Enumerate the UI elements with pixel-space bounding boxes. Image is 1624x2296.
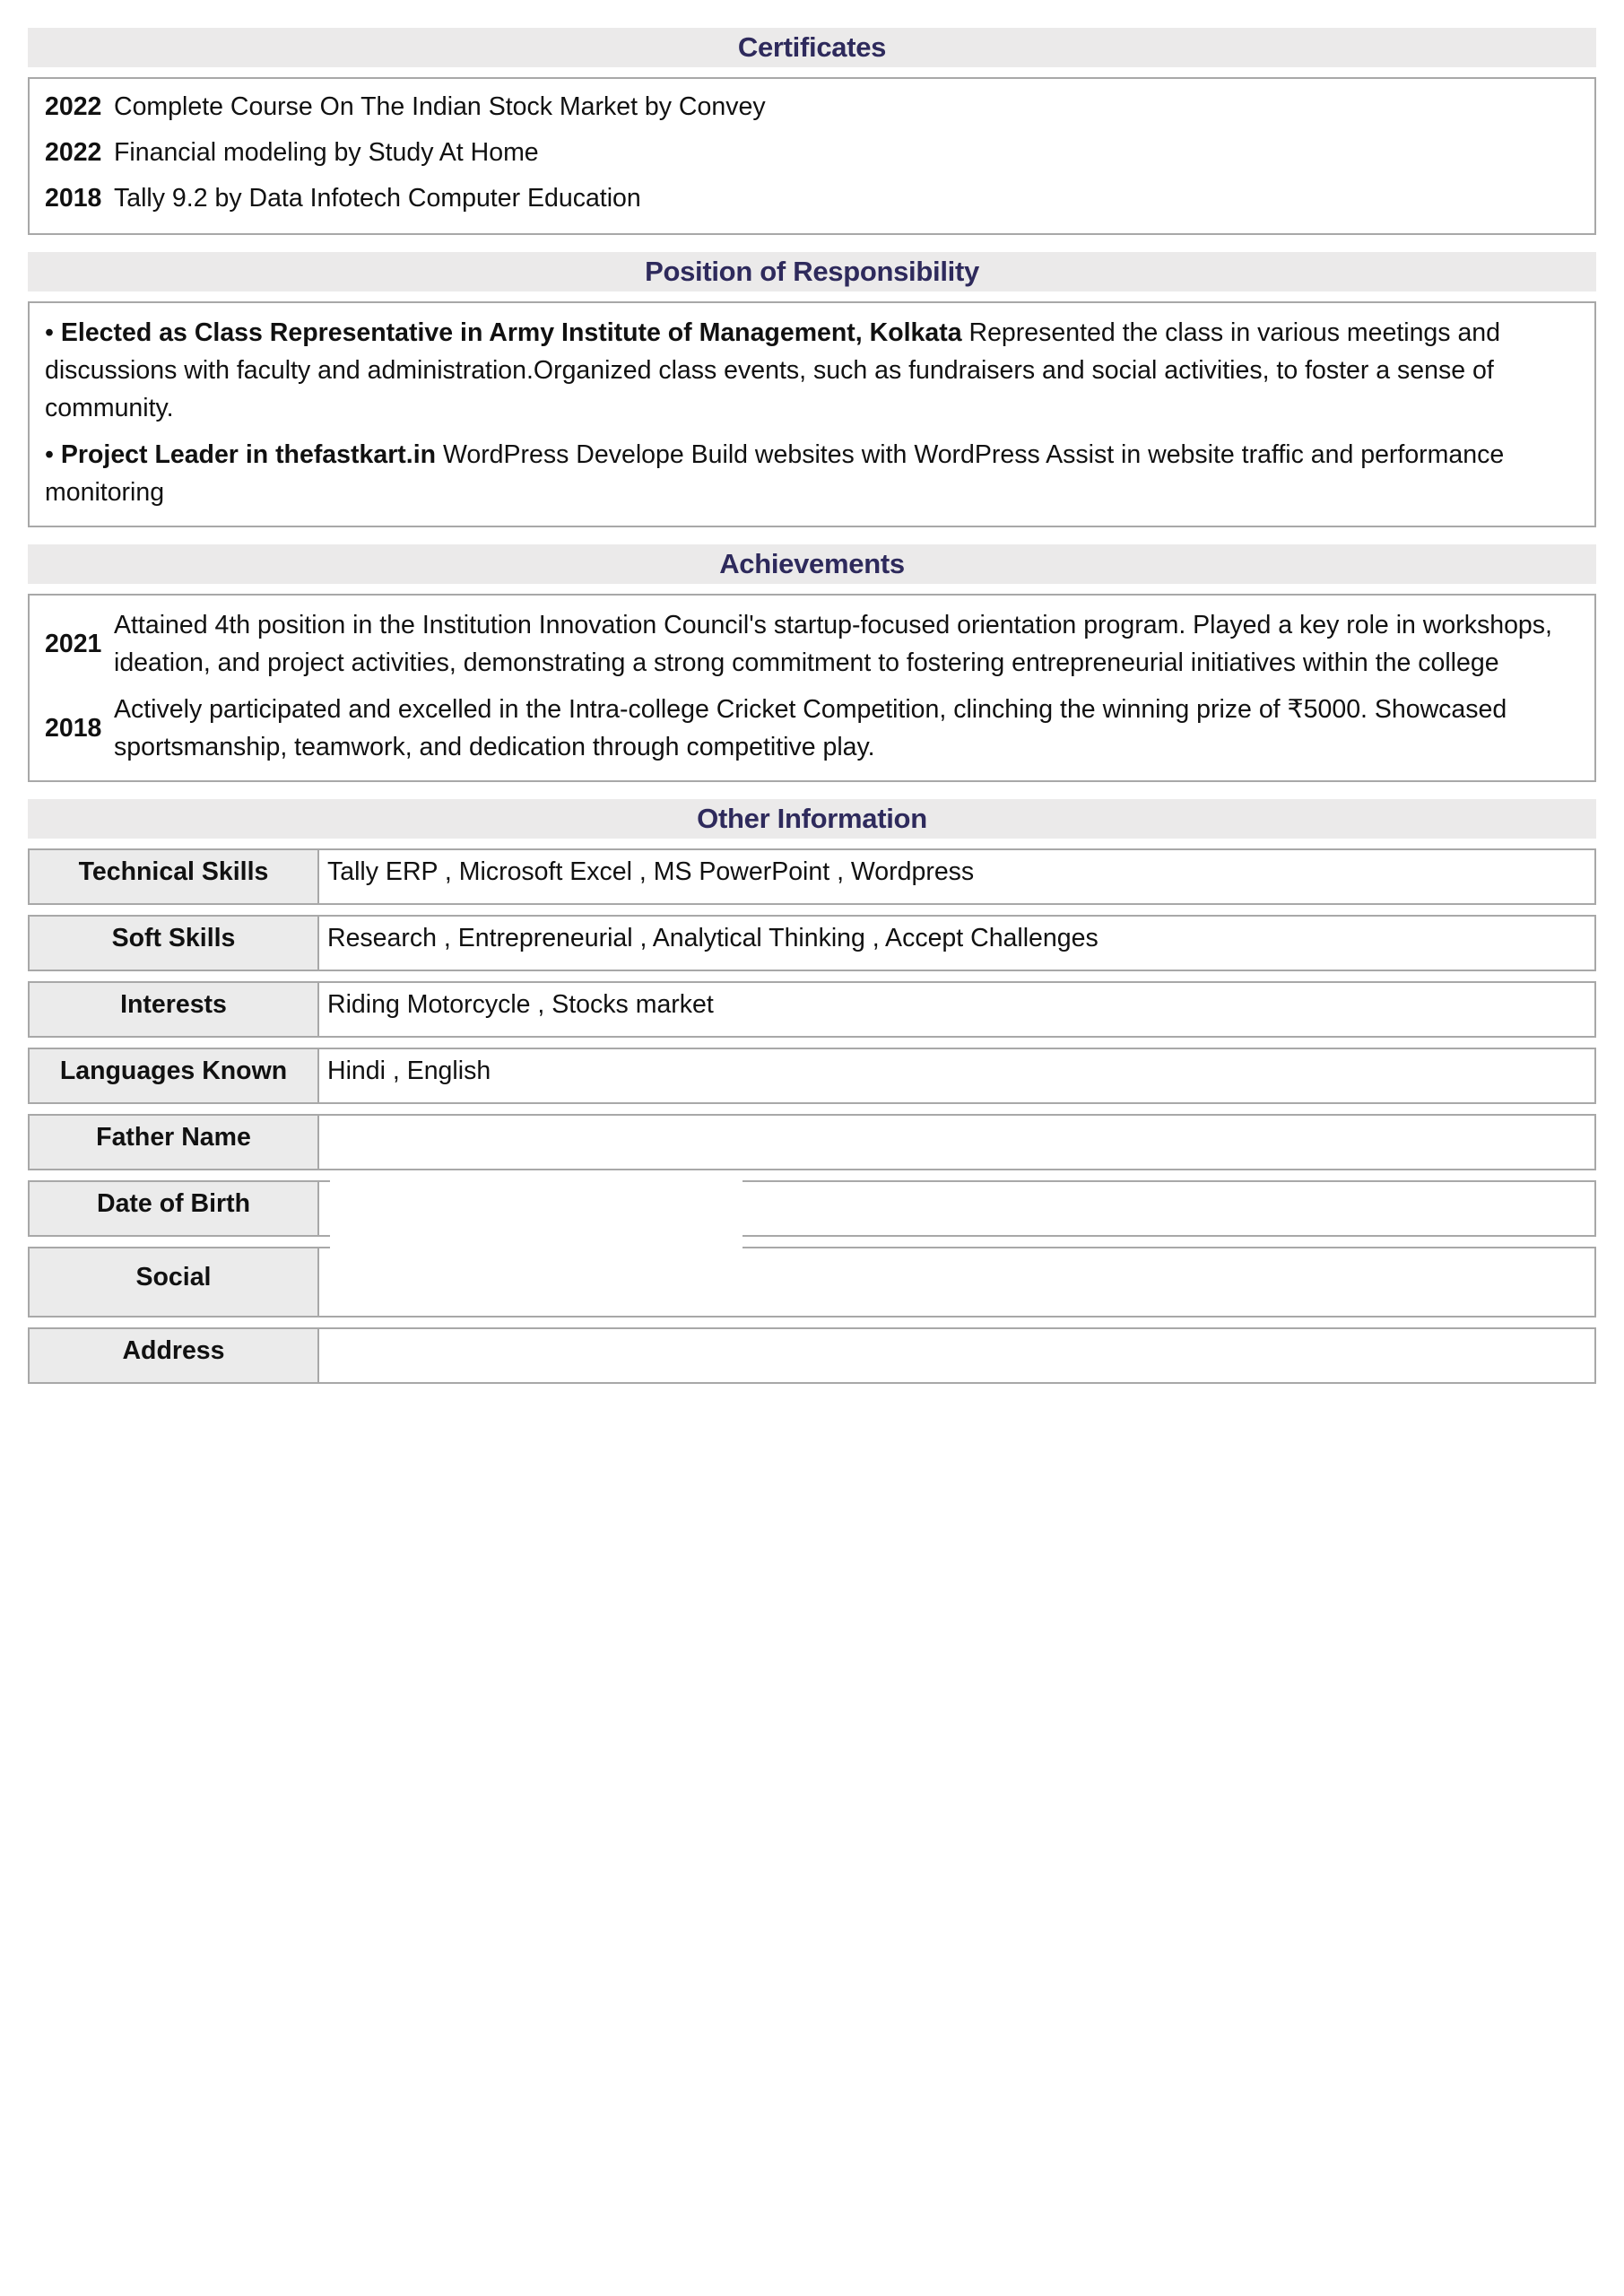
info-label: Social: [30, 1248, 319, 1316]
responsibility-item: [45, 436, 1579, 511]
bullet: •: [45, 440, 54, 469]
info-value: Hindi , English: [319, 1049, 1594, 1102]
responsibility-description: WordPress Develope Build websites with WordPress Assist in website traffic and performance monitoring: [45, 440, 1505, 507]
certificate-text: Financial modeling by Study At Home: [114, 137, 539, 167]
section-header-achievements: Achievements: [28, 544, 1596, 584]
responsibility-role: Elected as Class Representative in Army Institute of Management, Kolkata: [60, 318, 962, 347]
info-label: Soft Skills: [30, 917, 319, 970]
info-value: Research , Entrepreneurial , Analytical Thinking , Accept Challenges: [319, 917, 1594, 970]
achievement-year: 2018: [45, 714, 102, 743]
responsibility-item: [45, 314, 1579, 427]
responsibility-role: Project Leader in thefastkart.in: [60, 440, 437, 469]
achievement-text: Attained 4th position in the Institution Innovation Council's startup-focused orientation program. Played a key role in workshops, ideation, and project activities, demonstrating a strong commitment to fostering entrepreneurial initiatives within the college: [114, 611, 1552, 677]
info-row-interests: [28, 981, 1596, 1038]
info-row-languages-known: [28, 1048, 1596, 1104]
info-row-social: [28, 1247, 1596, 1318]
info-value: Tally ERP , Microsoft Excel , MS PowerPoint , Wordpress: [319, 850, 1594, 903]
other-information-table: [28, 848, 1596, 1384]
achievement-item: [45, 606, 1579, 682]
certificate-year: 2022: [45, 137, 102, 167]
info-label: Interests: [30, 983, 319, 1036]
responsibility-description: Represented the class in various meetings and discussions with faculty and administration.Organized class events, such as fundraisers and social activities, to foster a sense of community.: [45, 318, 1501, 422]
info-label: Languages Known: [30, 1049, 319, 1102]
info-value: [319, 1116, 1594, 1169]
info-label: Technical Skills: [30, 850, 319, 903]
certificate-item: [45, 83, 1579, 129]
certificate-year: 2022: [45, 91, 102, 121]
info-label: Father Name: [30, 1116, 319, 1169]
achievements-box: [28, 594, 1596, 782]
section-header-other-information: Other Information: [28, 799, 1596, 839]
resume-page: [28, 28, 1596, 1384]
achievement-item: [45, 691, 1579, 766]
info-value: Riding Motorcycle , Stocks market: [319, 983, 1594, 1036]
responsibility-box: [28, 301, 1596, 527]
info-row-date-of-birth: [28, 1180, 1596, 1237]
achievement-year: 2021: [45, 630, 102, 658]
info-row-soft-skills: [28, 915, 1596, 971]
bullet: •: [45, 318, 54, 347]
certificate-text: Tally 9.2 by Data Infotech Computer Education: [114, 183, 641, 213]
certificate-text: Complete Course On The Indian Stock Market by Convey: [114, 91, 766, 121]
redaction-block: [330, 1175, 743, 1292]
certificate-year: 2018: [45, 183, 102, 213]
info-row-father-name: [28, 1114, 1596, 1170]
achievement-text: Actively participated and excelled in the Intra-college Cricket Competition, clinching the winning prize of ₹5000. Showcased sportsmanship, teamwork, and dedication through competitive play.: [114, 695, 1507, 761]
info-label: Address: [30, 1329, 319, 1382]
info-row-address: [28, 1327, 1596, 1384]
info-row-technical-skills: [28, 848, 1596, 905]
section-header-certificates: Certificates: [28, 28, 1596, 67]
certificate-item: [45, 129, 1579, 175]
certificates-box: [28, 77, 1596, 235]
section-header-responsibility: Position of Responsibility: [28, 252, 1596, 291]
certificate-item: [45, 175, 1579, 221]
info-label: Date of Birth: [30, 1182, 319, 1235]
info-value: [319, 1329, 1594, 1382]
